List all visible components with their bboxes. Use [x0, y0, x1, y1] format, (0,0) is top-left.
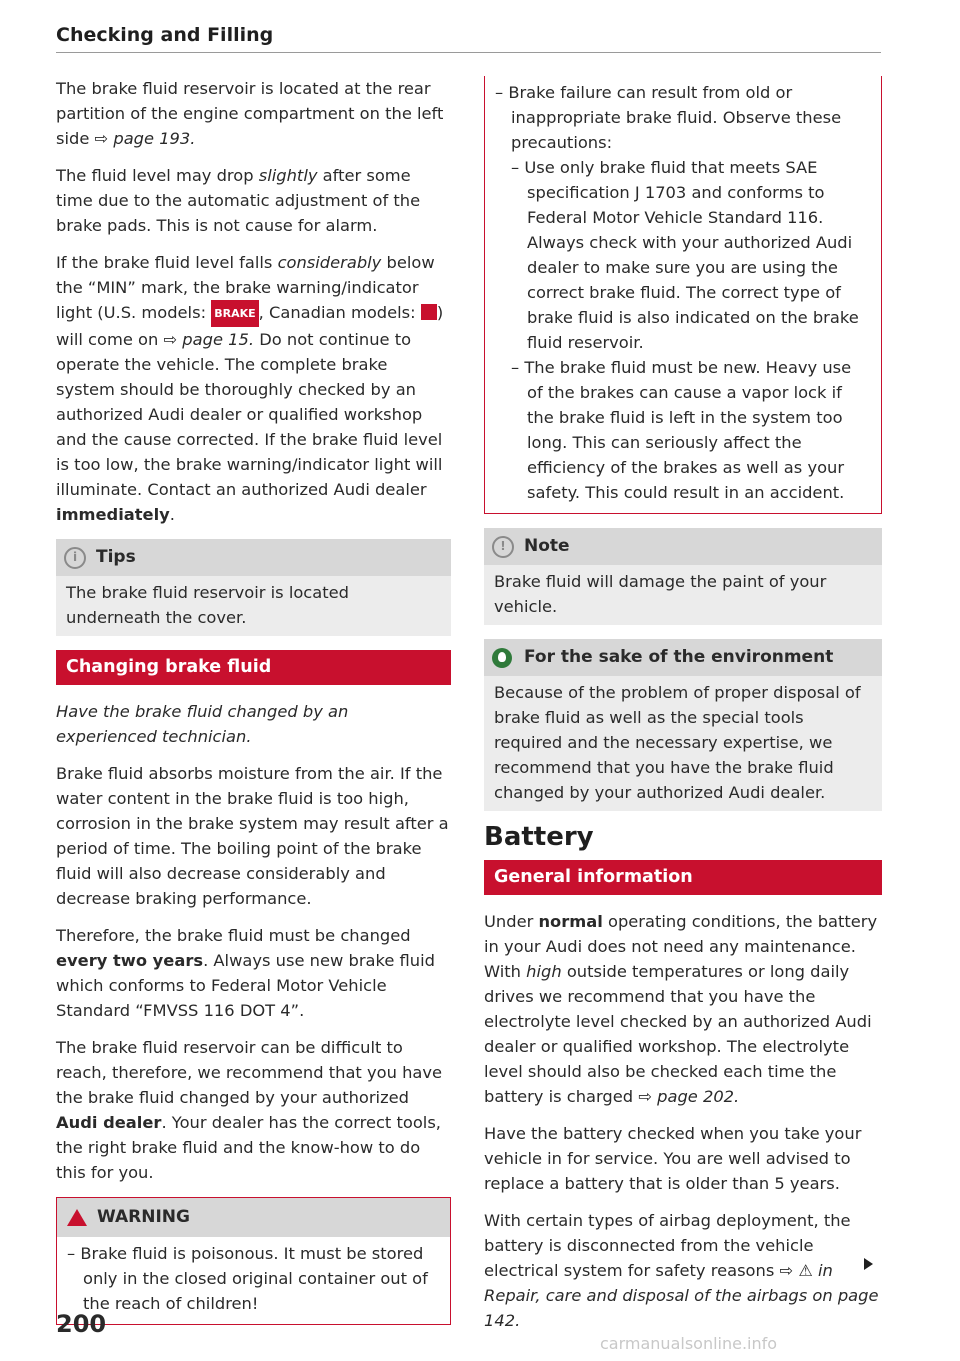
- page-number: 200: [56, 1310, 107, 1338]
- paragraph-change-interval: Therefore, the brake fluid must be changed every two years. Always use new brake fluid which conforms to Federal Motor Vehicle Standard “FMVSS 116 DOT 4”.: [56, 926, 435, 1020]
- warning-subitem: – The brake fluid must be new. Heavy use of the brakes can cause a vapor lock if the brake fluid is left in the system too long. This can seriously affect the efficiency of the brakes as well as your safety. This could result in an accident.: [511, 358, 852, 502]
- exclamation-icon: !: [492, 536, 514, 558]
- paragraph-battery-service: Have the battery checked when you take your vehicle in for service. You are well advised to replace a battery that is older than 5 years.: [484, 1124, 862, 1193]
- paragraph-dealer: The brake fluid reservoir can be difficult to reach, therefore, we recommend that you have the brake fluid changed by your authorized Audi dealer. Your dealer has the correct tools, the right brake fluid and the know-how to do this for you.: [56, 1038, 443, 1182]
- note-header: ! Note: [484, 528, 882, 565]
- tips-body: The brake fluid reservoir is located underneath the cover.: [56, 576, 451, 636]
- paragraph-fluid-level: The fluid level may drop slightly after some time due to the automatic adjustment of the brake pads. This is not cause for alarm.: [56, 166, 421, 235]
- section-intro: Have the brake fluid changed by an experienced technician.: [56, 702, 349, 746]
- section-title-general-information: General information: [484, 860, 882, 895]
- section-title-changing-brake-fluid: Changing brake fluid: [56, 650, 451, 685]
- info-icon: i: [64, 547, 86, 569]
- environment-icon: [492, 648, 512, 668]
- environment-header: For the sake of the environment: [484, 639, 882, 676]
- page-reference-link[interactable]: ⇨ page 202.: [638, 1087, 740, 1106]
- paragraph-airbag-disconnect: With certain types of airbag deployment, the battery is disconnected from the vehicle electrical system for safety reasons ⇨ ⚠ in Repair, care and disposal of the airbags on page 142.: [484, 1211, 879, 1330]
- brake-warning-icon: BRAKE: [211, 300, 258, 327]
- watermark: carmanualsonline.info: [600, 1334, 778, 1353]
- warning-box-continued: [484, 76, 882, 514]
- page-reference-link[interactable]: ⇨ page 193.: [94, 129, 196, 148]
- header-divider: [56, 52, 881, 53]
- note-box: [484, 528, 882, 625]
- tips-box: [56, 539, 451, 636]
- warning-item: – Brake failure can result from old or inappropriate brake fluid. Observe these precautions:: [495, 83, 842, 152]
- warning-header: WARNING: [57, 1198, 450, 1237]
- section-header-title: Checking and Filling: [56, 24, 274, 46]
- paragraph-min-mark: If the brake fluid level falls considerably below the “MIN” mark, the brake warning/indicator light (U.S. models: BRAKE , Canadian models: ) will come on ⇨ page 15. Do not continue to operate the vehicle. The complete brake system should be thoroughly checked by an authorized Audi dealer or qualified workshop and the cause corrected. If the brake fluid level is too low, the brake warning/indicator light will illuminate. Contact an authorized Audi dealer immediately.: [56, 253, 444, 524]
- warning-box: [56, 1197, 451, 1325]
- chapter-heading-battery: Battery: [484, 822, 594, 852]
- warning-sublist: [495, 155, 871, 505]
- warning-item: – Brake fluid is poisonous. It must be stored only in the closed original container out of the reach of children!: [67, 1244, 428, 1313]
- continue-arrow-icon: [864, 1258, 873, 1270]
- warning-body-continued: [485, 76, 881, 513]
- paragraph-battery-maintenance: Under normal operating conditions, the battery in your Audi does not need any maintenance. With high outside temperatures or long daily drives we recommend that you have the electrolyte level checked by an authorized Audi dealer or qualified workshop. The electrolyte level should also be checked each time the battery is charged ⇨ page 202.: [484, 912, 878, 1106]
- note-body: Brake fluid will damage the paint of your vehicle.: [484, 565, 882, 625]
- warning-subitem: – Use only brake fluid that meets SAE specification J 1703 and conforms to Federal Motor Vehicle Standard 116. Always check with your authorized Audi dealer to make sure you are using the correct brake fluid. The correct type of brake fluid is also indicated on the brake fluid reservoir.: [511, 158, 859, 352]
- right-column: [484, 76, 882, 1345]
- environment-box: [484, 639, 882, 811]
- paragraph-reservoir-location: The brake fluid reservoir is located at the rear partition of the engine compartment on the left side ⇨ page 193.: [56, 79, 444, 148]
- environment-body: Because of the problem of proper disposal of brake fluid as well as the special tools required and the necessary expertise, we recommend that you have the brake fluid changed by your authorized Audi dealer.: [484, 676, 882, 811]
- warning-body: [57, 1237, 450, 1324]
- paragraph-moisture: Brake fluid absorbs moisture from the air. If the water content in the brake fluid is too high, corrosion in the brake system may result after a period of time. The boiling point of the brake fluid will also decrease considerably and decrease braking performance.: [56, 764, 449, 908]
- brake-indicator-icon: [421, 304, 437, 320]
- warning-triangle-icon: [67, 1209, 87, 1226]
- page-reference-link[interactable]: ⇨ page 15.: [163, 330, 255, 349]
- left-column: [56, 76, 451, 1339]
- page-reference-link[interactable]: ⇨ ⚠ in Repair, care and disposal of the airbags on page 142.: [484, 1261, 879, 1330]
- tips-header: i Tips: [56, 539, 451, 576]
